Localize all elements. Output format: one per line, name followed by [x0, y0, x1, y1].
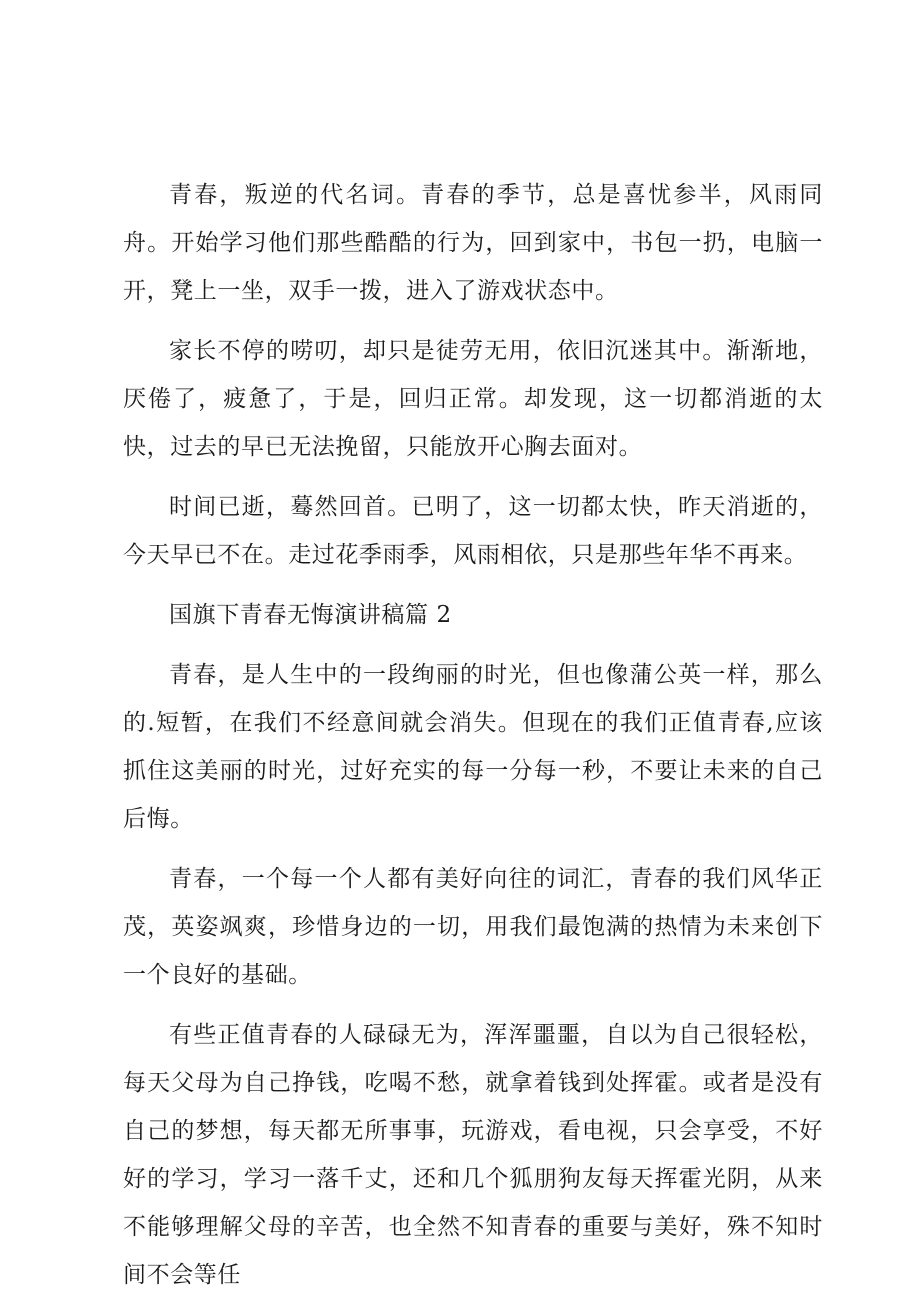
paragraph-5: 青春，一个每一个人都有美好向往的词汇，青春的我们风华正茂，英姿飒爽，珍惜身边的一切，用我们最饱满的热情为未来创下一个良好的基础。 [123, 866, 823, 988]
paragraph-1: 青春，叛逆的代名词。青春的季节，总是喜忧参半，风雨同舟。开始学习他们那些酷酷的行为，回到家中，书包一扔，电脑一开，凳上一坐，双手一拨，进入了游戏状态中。 [123, 182, 823, 304]
paragraph-3: 时间已逝，蓦然回首。已明了，这一切都太快，昨天消逝的，今天早已不在。走过花季雨季，风雨相依，只是那些年华不再来。 [123, 494, 823, 568]
paragraph-4: 青春，是人生中的一段绚丽的时光，但也像蒲公英一样，那么的.短暂，在我们不经意间就会消失。但现在的我们正值青春,应该抓住这美丽的时光，过好充实的每一分每一秒，不要让未来的自己后悔。 [123, 662, 823, 832]
section-heading: 国旗下青春无悔演讲稿篇 2 [169, 602, 452, 628]
paragraph-6: 有些正值青春的人碌碌无为，浑浑噩噩，自以为自己很轻松，每天父母为自己挣钱，吃喝不愁，就拿着钱到处挥霍。或者是没有自己的梦想，每天都无所事事，玩游戏，看电视，只会享受，不好好的学习，学习一落千丈，还和几个狐朋狗友每天挥霍光阴，从来不能够理解父母的辛苦，也全然不知青春的重要与美好，殊不知时间不会等任 [123, 1022, 823, 1288]
document-body [123, 171, 823, 1299]
paragraph-2: 家长不停的唠叨，却只是徒劳无用，依旧沉迷其中。渐渐地，厌倦了，疲惫了，于是，回归正常。却发现，这一切都消逝的太快，过去的早已无法挽留，只能放开心胸去面对。 [123, 338, 823, 460]
